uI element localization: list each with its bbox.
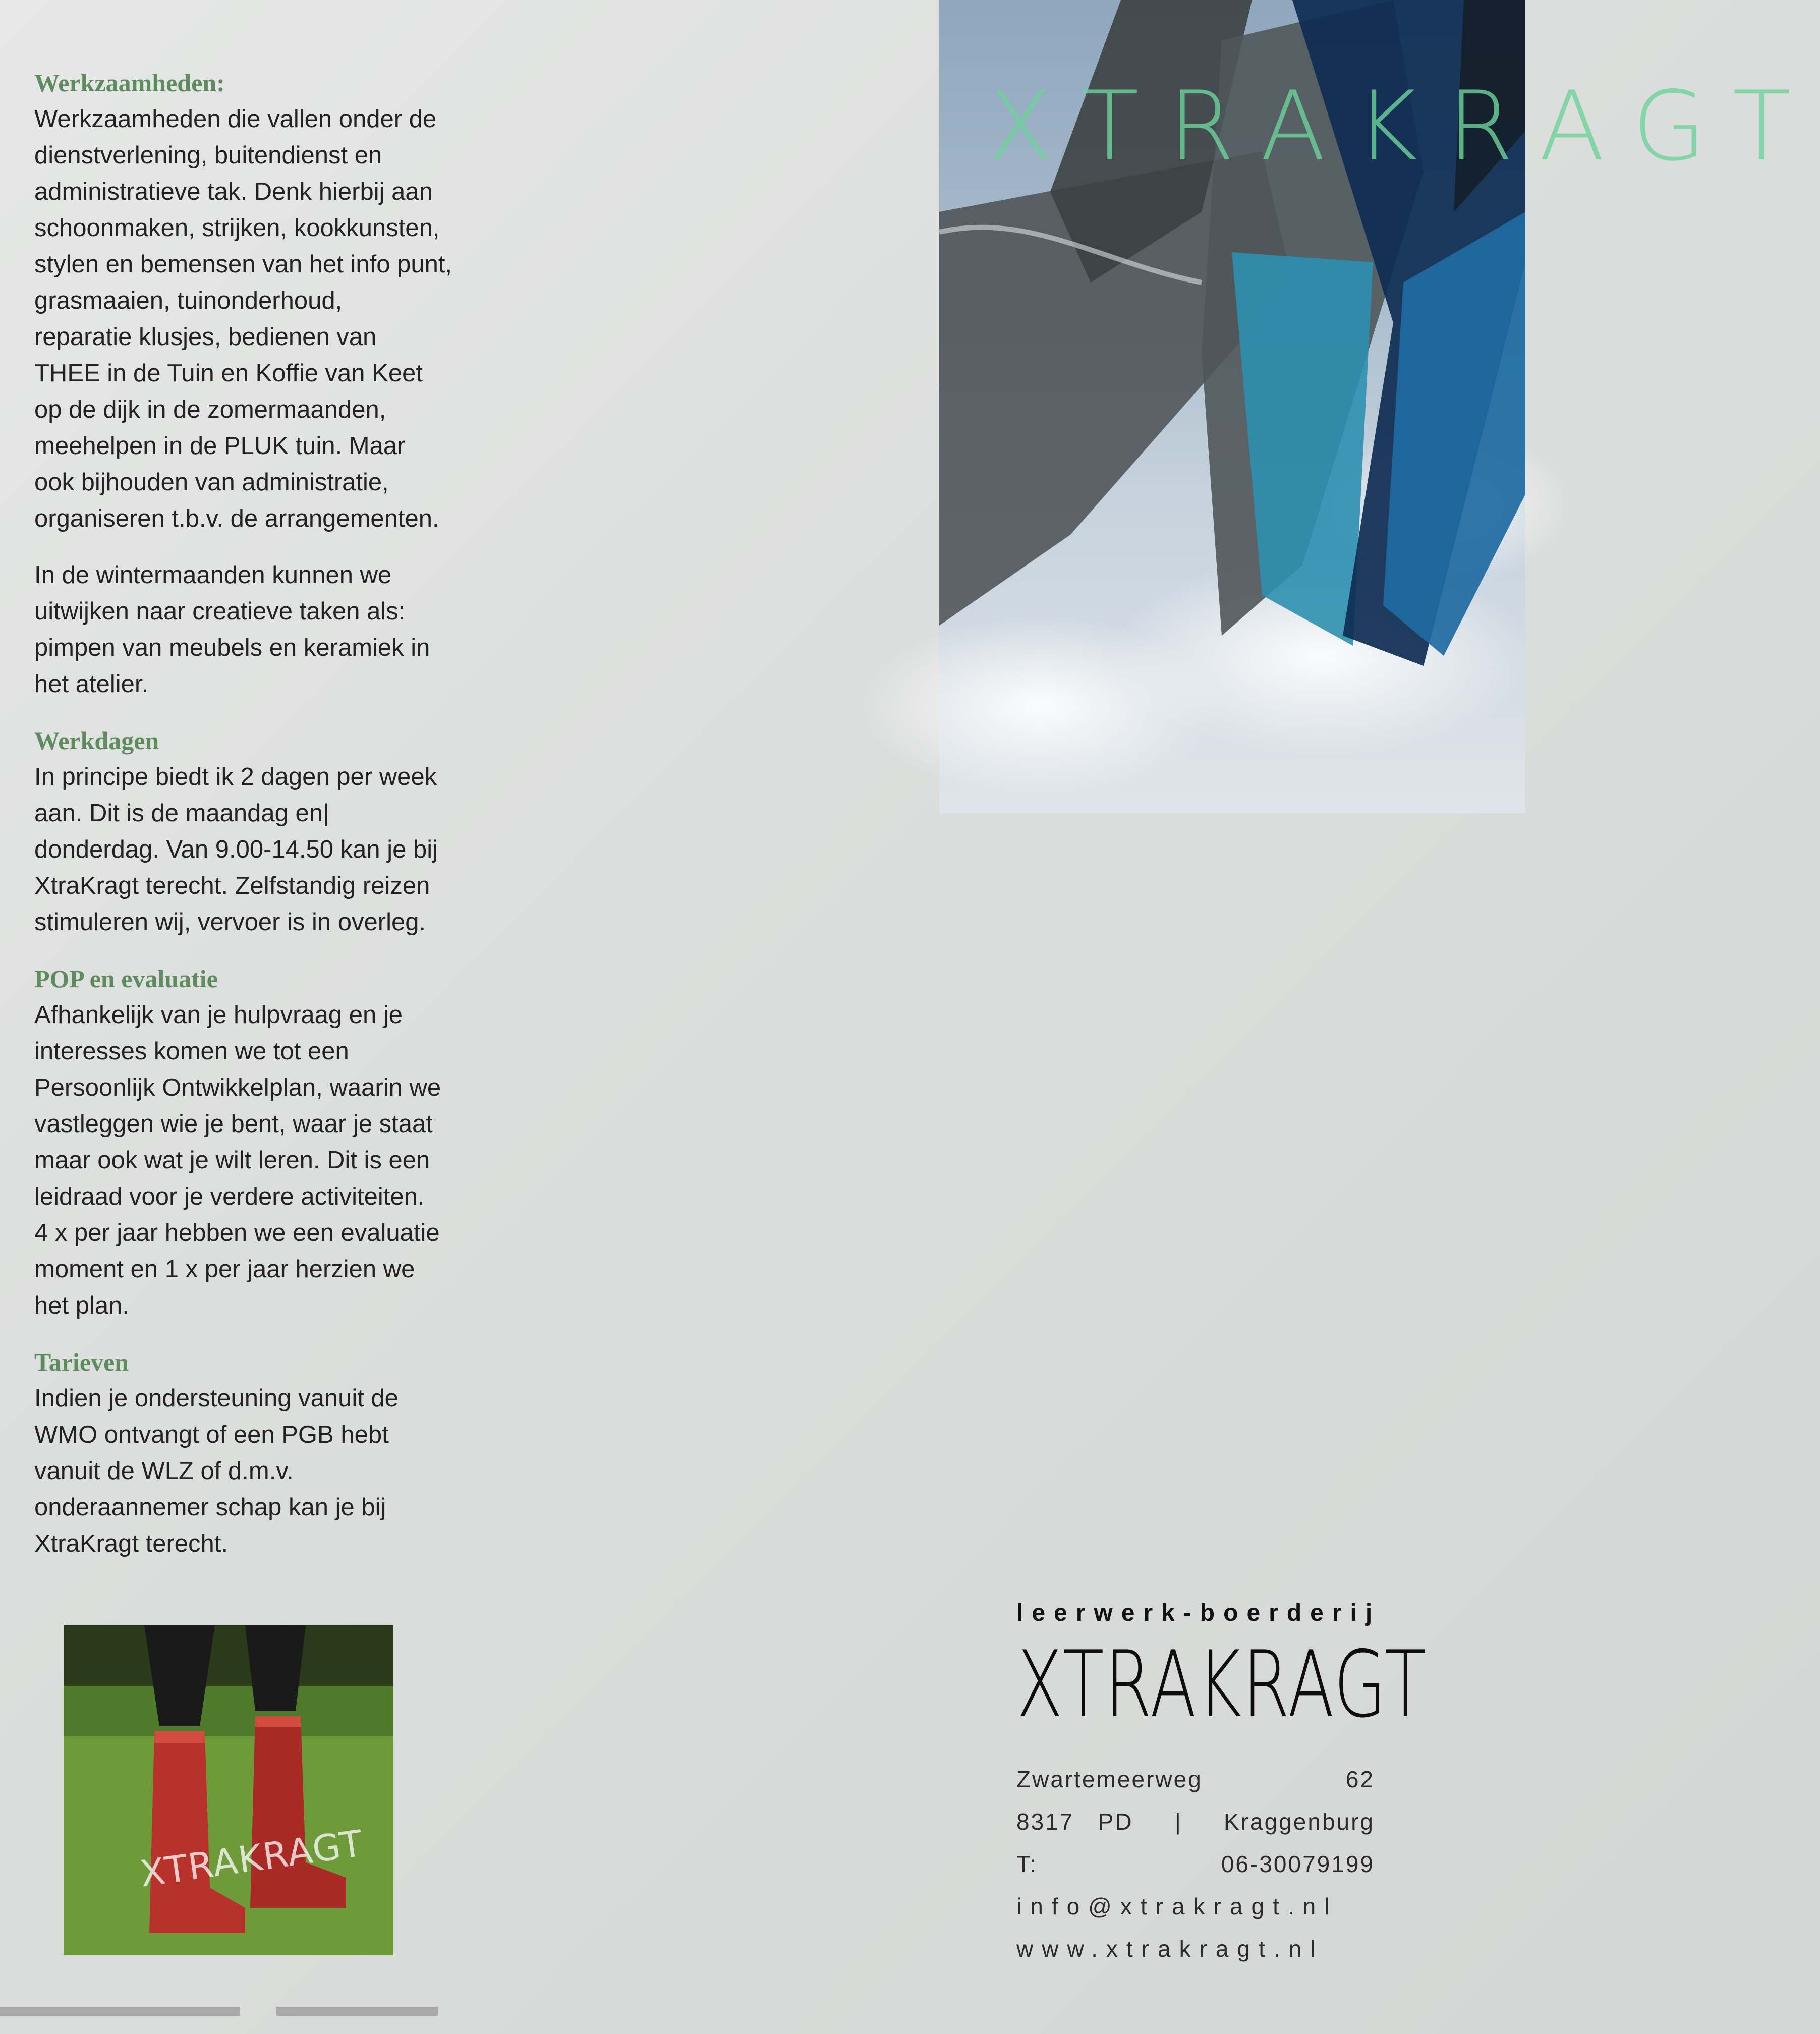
page-indicator-bar-2 (276, 2007, 438, 2016)
boots-photo (64, 1625, 393, 1955)
red-boots-illustration (64, 1625, 393, 1955)
circle-brand-text: XTRAKRAGT (137, 1822, 366, 1895)
photo-brand-text: XTRAKRAGT (987, 71, 1820, 182)
paragraph-pop-evaluatie: Afhankelijk van je hulpvraag en je interesses komen we tot een Persoonlijk Ontwikkelplan, waarin we vastleggen wie je bent, waar je staat maar ook wat je wilt leren. Dit is een leidraad voor je verdere activiteiten. 4 x per jaar hebben we een evaluatie moment en 1 x per jaar herzien we het plan. (34, 1001, 441, 1319)
website-link[interactable]: www.xtrakragt.nl (1016, 1936, 1324, 1962)
page-indicator-bar-1 (0, 2007, 240, 2016)
city: Kraggenburg (1224, 1809, 1375, 1835)
heading-werkzaamheden: Werkzaamheden: (34, 69, 225, 97)
text-column (34, 65, 539, 1582)
address-street-row (1016, 1758, 1375, 1800)
paragraph-wintermaanden: In de wintermaanden kunnen we uitwijken naar creatieve taken als: pimpen van meubels en keramiek in het atelier. (34, 561, 430, 698)
heading-pop-evaluatie: POP en evaluatie (34, 965, 218, 993)
paragraph-werkdagen: In principe biedt ik 2 dagen per week aan. Dit is de maandag en| donderdag. Van 9.00-14.50 kan je bij XtraKragt terecht. Zelfstandig reizen stimuleren wij, vervoer is in overleg. (34, 763, 438, 936)
header-photo-fabric (939, 0, 1820, 813)
phone-row (1016, 1843, 1375, 1885)
phone-number: 06-30079199 (1221, 1851, 1375, 1877)
postcode: 8317 PD (1016, 1809, 1133, 1835)
house-number: 62 (1345, 1766, 1375, 1792)
email-link[interactable]: info@xtrakragt.nl (1016, 1893, 1338, 1919)
street: Zwartemeerweg (1016, 1766, 1203, 1792)
paragraph-werkzaamheden: Werkzaamheden die vallen onder de dienstverlening, buitendienst en administratieve tak. Denk hierbij aan schoonmaken, strijken, kookkunsten, stylen en bemensen van het info punt, grasmaaien, tuinonderhoud, reparatie klusjes, bedienen van THEE in de Tuin en Koffie van Keet op de dijk in de zomermaanden, meehelpen in de PLUK tuin. Maar ook bijhouden van administratie, organiseren t.b.v. de arrangementen. (34, 105, 452, 532)
tagline: leerwerk-boerderij (1016, 1600, 1381, 1626)
phone-label: T: (1016, 1851, 1038, 1877)
logo: XTRAKRAGT (1016, 1631, 1427, 1738)
heading-werkdagen: Werkdagen (34, 726, 159, 755)
separator: | (1174, 1809, 1182, 1835)
heading-tarieven: Tarieven (34, 1348, 129, 1376)
address-city-row (1016, 1800, 1375, 1843)
paragraph-tarieven: Indien je ondersteuning vanuit de WMO ontvangt of een PGB hebt vanuit de WLZ of d.m.v. onderaannemer schap kan je bij XtraKragt terecht. (34, 1385, 399, 1557)
contact-block (1016, 1599, 1427, 1970)
